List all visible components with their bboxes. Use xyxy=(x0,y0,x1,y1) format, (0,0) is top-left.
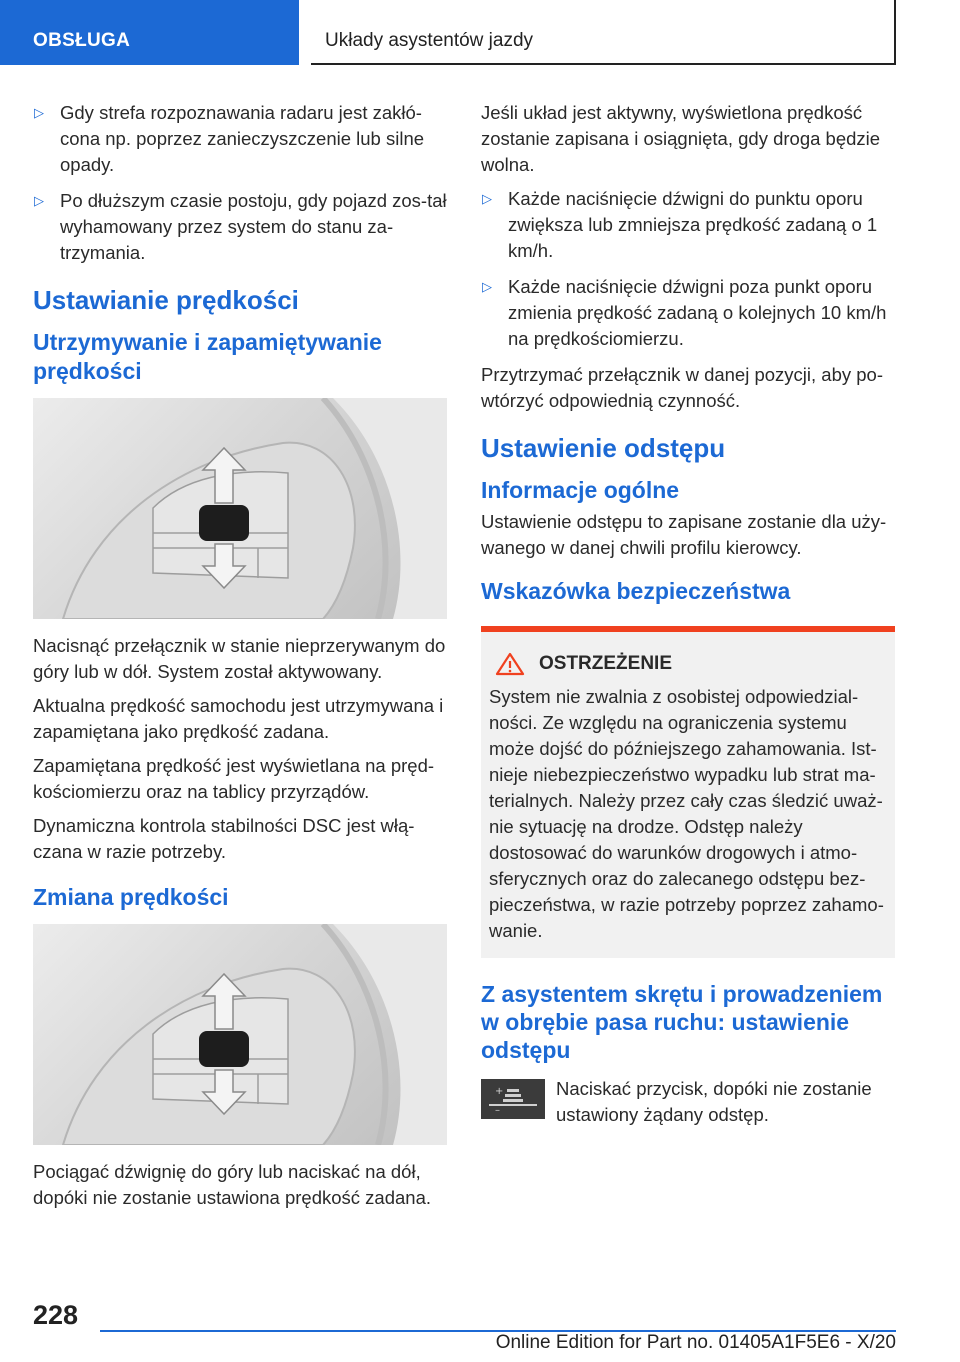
heading-distance-setting: Ustawienie odstępu xyxy=(481,433,726,463)
list-item-text: Po dłuższym czasie postoju, gdy pojazd zos-tał wyhamowany przez system do stanu za-trzymania. xyxy=(60,190,447,263)
paragraph: Ustawienie odstępu to zapisane zostanie dla uży-wanego w danej chwili profilu kierowcy. xyxy=(481,511,887,558)
heading-speed-setting: Ustawianie prędkości xyxy=(33,285,299,315)
steering-switch-photo xyxy=(33,398,447,619)
left-column xyxy=(33,100,447,1219)
warning-text: System nie zwalnia z osobistej odpowiedzial-ności. Ze względu na ograniczenia systemu może dojść do późniejszego zahamowania. Ist-nieje niebezpieczeństwo wypadku lub strat ma-terialnych. Należy przez cały czas śledzić uważ-nie sytuację na drodze. Odstęp należy dostosować do warunków drogowych i atmo-sferycznych oraz do zalecanego odstępu bez-pieczeństwa, w razie potrzeby poprzez zahamo-wanie. xyxy=(489,686,884,941)
paragraph: Dynamiczna kontrola stabilności DSC jest włą-czana w razie potrzeby. xyxy=(33,815,415,862)
section-title: OBSŁUGA xyxy=(33,30,131,51)
list-item-text: Każde naciśnięcie dźwigni do punktu oporu zwiększa lub zmniejsza prędkość zadaną o 1 km/h. xyxy=(508,188,878,261)
heading-steering-assistant: Z asystentem skrętu i prowadzeniem w obrębie pasa ruchu: ustawienie odstępu xyxy=(481,981,883,1063)
heading-general-info: Informacje ogólne xyxy=(481,477,680,503)
warning-box xyxy=(481,626,895,958)
button-instruction xyxy=(481,1076,895,1128)
paragraph: Pociągać dźwignię do góry lub naciskać na dół, dopóki nie zostanie ustawiona prędkość zadana. xyxy=(33,1161,432,1208)
heading-change-speed: Zmiana prędkości xyxy=(33,884,229,910)
warning-title: OSTRZEŻENIE xyxy=(539,653,673,674)
svg-text:–: – xyxy=(495,1105,500,1116)
chapter-header xyxy=(311,0,896,65)
triangle-right-outline-icon: ▷ xyxy=(34,193,44,208)
page-number: 228 xyxy=(33,1300,79,1330)
steering-switch-photo xyxy=(33,924,447,1145)
paragraph: Zapamiętana prędkość jest wyświetlana na pręd-kościomierzu oraz na tablicy przyrządów. xyxy=(33,755,435,802)
triangle-right-outline-icon: ▷ xyxy=(482,191,492,206)
footer-edition: Online Edition for Part no. 01405A1F5E6 - X/20 xyxy=(495,1332,896,1353)
list-item xyxy=(33,100,447,178)
list-item-text: Gdy strefa rozpoznawania radaru jest zakłó-cona np. poprzez zanieczyszczenie lub silne opady. xyxy=(60,102,425,175)
svg-text:+: + xyxy=(495,1086,504,1097)
warning-title-row xyxy=(495,652,887,676)
paragraph: Przytrzymać przełącznik w danej pozycji, aby po-wtórzyć odpowiednią czynność. xyxy=(481,364,884,411)
triangle-right-outline-icon: ▷ xyxy=(482,279,492,294)
warning-triangle-icon xyxy=(495,652,525,676)
paragraph: Jeśli układ jest aktywny, wyświetlona prędkość zostanie zapisana i osiągnięta, gdy droga będzie wolna. xyxy=(481,102,881,175)
list-item xyxy=(481,274,895,352)
list-item xyxy=(481,186,895,264)
list-item xyxy=(33,188,447,266)
paragraph: Nacisnąć przełącznik w stanie nieprzerywanym do góry lub w dół. System został aktywowany. xyxy=(33,635,446,682)
paragraph: Naciskać przycisk, dopóki nie zostanie ustawiony żądany odstęp. xyxy=(556,1078,872,1125)
distance-adjust-icon xyxy=(481,1079,545,1119)
heading-safety-note: Wskazówka bezpieczeństwa xyxy=(481,578,791,604)
list-item-text: Każde naciśnięcie dźwigni poza punkt oporu zmienia prędkość zadaną o kolejnych 10 km/h na prędkościomierzu. xyxy=(508,276,887,349)
heading-hold-speed: Utrzymywanie i zapamiętywanie prędkości xyxy=(33,329,382,384)
section-tab xyxy=(0,0,299,65)
paragraph: Aktualna prędkość samochodu jest utrzymywana i zapamiętana jako prędkość zadana. xyxy=(33,695,444,742)
right-column xyxy=(481,100,895,1128)
triangle-right-outline-icon: ▷ xyxy=(34,105,44,120)
chapter-title: Układy asystentów jazdy xyxy=(325,30,534,51)
